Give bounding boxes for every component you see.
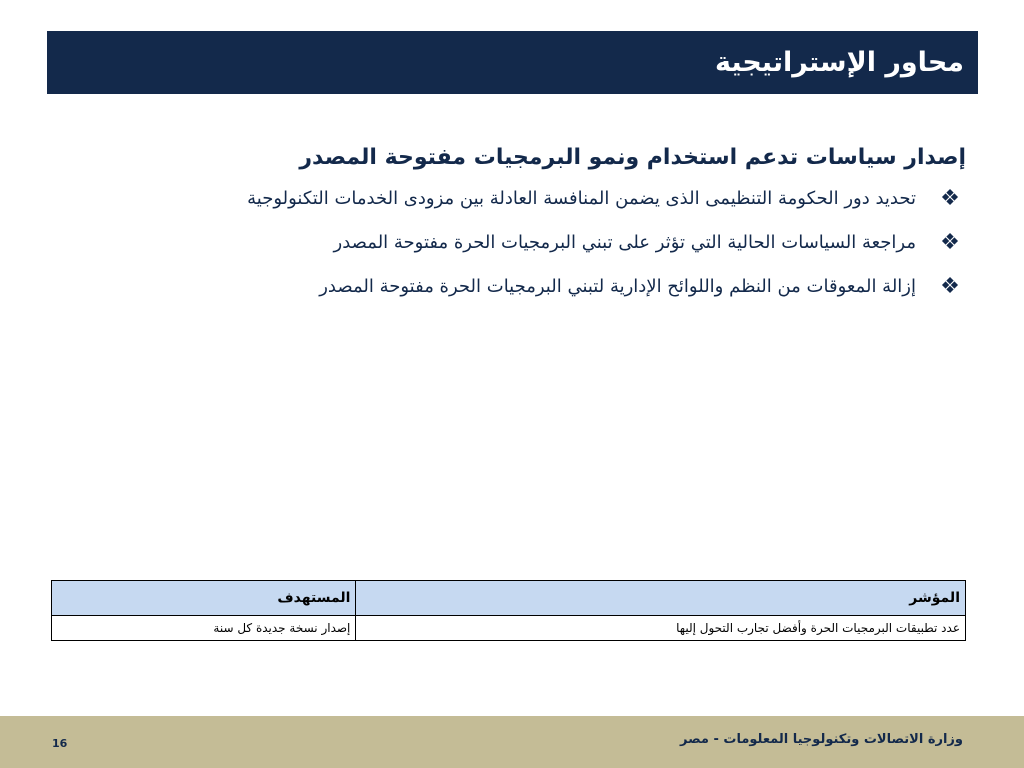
bullet-item bbox=[100, 226, 966, 260]
bullet-text: إزالة المعوقات من النظم واللوائح الإدارية لتبني البرمجيات الحرة مفتوحة المصدر bbox=[319, 276, 916, 297]
target-cell: إصدار نسخة جديدة كل سنة bbox=[52, 616, 356, 641]
footer-organization: وزارة الاتصالات وتكنولوجيا المعلومات - مصر bbox=[679, 732, 963, 747]
slide-title: محاور الإستراتيجية bbox=[714, 47, 964, 78]
table-row bbox=[52, 616, 966, 641]
diamond-four-bullet-icon: ❖ bbox=[940, 230, 960, 255]
target-column-header: المستهدف bbox=[52, 581, 356, 616]
indicator-cell: عدد تطبيقات البرمجيات الحرة وأفضل تجارب التحول إليها bbox=[356, 616, 966, 641]
indicator-table bbox=[51, 580, 966, 641]
diamond-four-bullet-icon: ❖ bbox=[940, 274, 960, 299]
section-heading: إصدار سياسات تدعم استخدام ونمو البرمجيات مفتوحة المصدر bbox=[299, 145, 966, 170]
footer-bar bbox=[0, 716, 1024, 768]
bullet-item bbox=[100, 182, 966, 216]
bullet-item bbox=[100, 270, 966, 304]
page-number: 16 bbox=[52, 737, 68, 750]
bullet-list bbox=[100, 182, 966, 304]
table-header-row bbox=[52, 581, 966, 616]
bullet-text: مراجعة السياسات الحالية التي تؤثر على تبني البرمجيات الحرة مفتوحة المصدر bbox=[333, 232, 916, 253]
indicator-column-header: المؤشر bbox=[356, 581, 966, 616]
slide-content bbox=[100, 140, 966, 314]
bullet-text: تحديد دور الحكومة التنظيمى الذى يضمن المنافسة العادلة بين مزودى الخدمات التكنولوجية bbox=[247, 188, 916, 209]
title-bar bbox=[47, 31, 978, 94]
diamond-four-bullet-icon: ❖ bbox=[940, 186, 960, 211]
